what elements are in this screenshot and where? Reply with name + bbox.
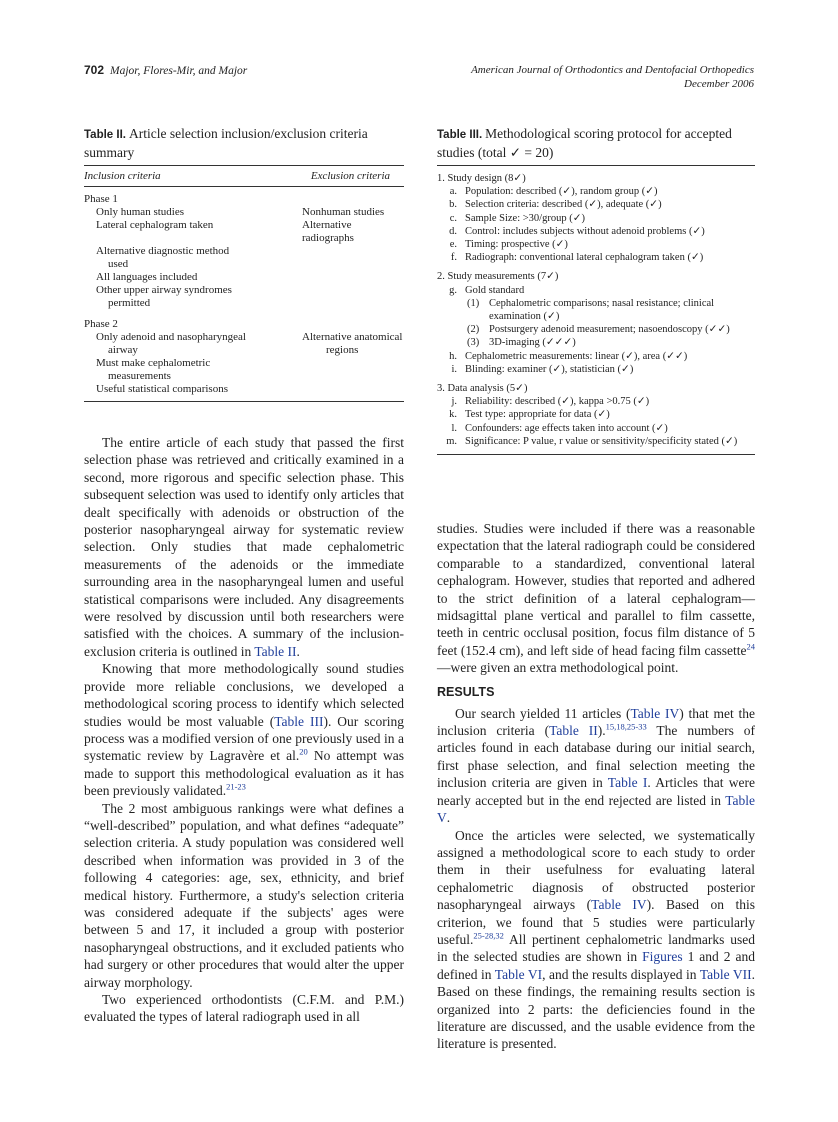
table2-row [84, 357, 404, 370]
table3-caption [437, 125, 755, 161]
table3-item-letter: k. [449, 409, 457, 421]
table3-item-text: Confounders: age effects taken into account (✓) [465, 422, 668, 434]
table3-item [437, 185, 755, 198]
table3-item-text: Cephalometric measurements: linear (✓), area (✓✓) [465, 350, 688, 362]
table3-item [437, 284, 755, 297]
results-heading: RESULTS [437, 684, 495, 699]
table2-row [84, 271, 404, 284]
table3-item-text: Postsurgery adenoid measurement; nasoendoscopy (✓✓) [489, 324, 730, 336]
table3-item-letter: j. [451, 396, 457, 408]
table3-item-letter: d. [449, 225, 457, 237]
table3-item [437, 336, 755, 349]
citation-link[interactable]: 20 [299, 746, 308, 757]
table3-item-letter: l. [451, 422, 457, 434]
table3 [437, 166, 755, 454]
table3-link[interactable]: Table III [274, 713, 324, 729]
table3-item-letter: c. [449, 212, 457, 224]
figures-link[interactable]: Figures [642, 949, 683, 965]
table2-cell-inclusion: All languages included [96, 271, 198, 283]
table3-item-text: Selection criteria: described (✓), adequate (✓) [465, 199, 662, 211]
page-number: 702 [84, 63, 105, 77]
table3-item [437, 363, 755, 376]
left-column [84, 125, 404, 402]
table2-cell-exclusion [314, 370, 404, 383]
table3-item-letter: (2) [467, 324, 480, 336]
table2-bottom-rule [84, 401, 404, 402]
table2-cell-inclusion: Must make cephalometric [96, 357, 211, 369]
body-paragraph: Once the articles were selected, we systematically assigned a methodological score to each study to order them in their usefulness for evaluating lateral cephalometric diagnosis of obstructed posterior nasopharyngeal airways (Table IV). Based on this criterion, we found that 5 studies were particularly useful.$^{25-28,32}$ All pertinent cephalometric landmarks used in the selected studies are shown in Figures 1 and 2 and defined in Table VI, and the results displayed in Table VII. Based on these findings, the remaining results section is organized into 2 parts: the deficiencies found in the literature are discussed, and the usable evidence from the literature is presented. [437, 827, 756, 1052]
table3-item [437, 297, 755, 323]
table3-item-text: Control: includes subjects without adenoid problems (✓) [465, 225, 705, 237]
table2-cell-exclusion: Alternative anatomical [302, 331, 403, 343]
table2-link[interactable]: Table II [549, 723, 598, 739]
table3-item [437, 395, 755, 408]
table2-cell-inclusion: airway [108, 344, 138, 356]
table2-cell-exclusion [302, 284, 404, 297]
table2-row [84, 331, 404, 344]
table2-row [84, 206, 404, 219]
table2-cell-exclusion [314, 258, 404, 271]
table3-item [437, 238, 755, 251]
table3-item [437, 422, 755, 435]
table2-col-exclusion: Exclusion criteria [310, 170, 390, 182]
table3-section [437, 172, 755, 264]
table3-item-text: Population: described (✓), random group (✓) [465, 186, 658, 198]
table3-item [437, 198, 755, 211]
table2-row [84, 297, 404, 310]
table3-item-text: Timing: prospective (✓) [465, 239, 568, 251]
table5-link[interactable]: Table V [437, 792, 755, 826]
table2-phase1-label: Phase 1 [84, 193, 118, 205]
citation-link[interactable]: 25-28,32 [473, 930, 504, 941]
table3-item-text: Test type: appropriate for data (✓) [465, 409, 610, 421]
table3-item [437, 225, 755, 238]
table3-item [437, 435, 755, 448]
table3-item-letter: m. [446, 435, 457, 447]
table1-link[interactable]: Table I [607, 775, 648, 791]
table2-caption [84, 125, 404, 161]
table3-item-letter: (1) [467, 297, 480, 309]
citation-link[interactable]: 21-23 [226, 781, 246, 792]
table3-section [437, 382, 755, 448]
table2-cell-inclusion: measurements [108, 370, 171, 382]
body-paragraph: The entire article of each study that passed the first selection phase was retrieved and critically examined in a second, more rigorous and specific selection phase. This subsequent selection was used to identify only articles that dealt specifically with adenoids or obstruction of the posterior nasopharyngeal airway for systematic review selection. Only studies that made cephalometric measurements of the adenoids or the immediate surrounding area in the nasopharyngeal lumen and useful statistical comparisons were included. Any disagreements were resolved by discussion until both researchers were satisfied with the choices. A summary of the inclusion-exclusion criteria is outlined in Table II. [84, 435, 404, 659]
table3-item-text: Cephalometric comparisons; nasal resistance; clinical examination (✓) [489, 297, 715, 323]
running-header-left [84, 63, 247, 77]
table2-row [84, 383, 404, 396]
right-body-text [437, 520, 755, 1053]
table3-item [437, 251, 755, 264]
table2-cell-inclusion: used [108, 258, 129, 270]
table2 [84, 166, 404, 402]
table3-item-text: Blinding: examiner (✓), statistician (✓) [465, 363, 634, 375]
table3-item-text: 3D-imaging (✓✓✓) [489, 337, 576, 349]
header-journal: American Journal of Orthodontics and Dentofacial Orthopedics [471, 64, 754, 76]
table4-link[interactable]: Table IV [630, 705, 680, 721]
table3-item-letter: h. [449, 350, 457, 362]
table3-item-letter: (3) [467, 337, 480, 349]
table2-cell-exclusion [302, 245, 404, 258]
table2-caption-text: Article selection inclusion/exclusion criteria summary [84, 126, 368, 160]
body-paragraph: studies. Studies were included if there was a reasonable expectation that the lateral radiograph could be considered comparable to a standardized, conventional lateral cephalogram. However, studies that reported and adhered to the strict definition of a lateral cephalogram—midsagittal plane vertical and parallel to film cassette, teeth in centric occlusal position, focus film distance of 5 feet (152.4 cm), and left side of head facing film cassette$^{24}$—were given an extra methodological point. [437, 521, 755, 676]
table2-cell-exclusion [302, 271, 404, 284]
table3-item-text: Sample Size: >30/group (✓) [465, 212, 585, 224]
table3-item [437, 350, 755, 363]
table3-item-letter: f. [450, 252, 457, 264]
running-header-right [471, 63, 754, 91]
body-paragraph: Two experienced orthodontists (C.F.M. and P.M.) evaluated the types of lateral radiograph used in all [84, 992, 404, 1025]
table2-col-inclusion: Inclusion criteria [84, 170, 161, 182]
body-paragraph: Our search yielded 11 articles (Table IV) that met the inclusion criteria (Table II).$^{15,18,25-33}$ The numbers of articles found in each database during our initial search, first phase selection, and final selection meeting the inclusion criteria are given in Table I. Articles that were nearly accepted but in the end rejected are listed in Table V. [437, 705, 756, 826]
table2-cell-inclusion: Only human studies [96, 206, 184, 218]
table3-item-letter: i. [451, 363, 457, 375]
table2-cell-exclusion: Alternative radiographs [302, 219, 354, 244]
table2-phase2-label: Phase 2 [84, 318, 118, 330]
table2-cell-exclusion [302, 357, 404, 370]
table2-row [84, 219, 404, 245]
table3-item-letter: e. [449, 239, 457, 251]
body-paragraph: Knowing that more methodologically sound studies provide more reliable conclusions, we developed a methodological scoring process to identify which selected studies would be most valuable (Table III). Our scoring process was a modified version of one previously used in a systematic review by Lagravère et al.$^{20}$ No attempt was made to support this methodological evaluation as it has been previously validated.$^{21-23}$ [84, 661, 405, 799]
citation-link[interactable]: 15,18,25-33 [605, 721, 647, 732]
table2-label: Table II. [84, 129, 126, 141]
table2-cell-inclusion: Only adenoid and nasopharyngeal [96, 331, 246, 343]
table6-link[interactable]: Table VI [494, 966, 543, 982]
table3-item-text: Gold standard [465, 284, 525, 296]
table7-link[interactable]: Table VII [699, 966, 752, 982]
table2-row [84, 258, 404, 271]
table2-cell-exclusion: Nonhuman studies [302, 206, 385, 218]
table2-link[interactable]: Table II [254, 643, 297, 659]
table3-section [437, 270, 755, 376]
table2-cell-inclusion: permitted [108, 297, 151, 309]
table2-cell-inclusion: Useful statistical comparisons [96, 383, 228, 395]
left-body-text [84, 434, 404, 1026]
table3-item [437, 323, 755, 336]
table3-bottom-rule [437, 454, 755, 455]
header-issue: December 2006 [684, 78, 754, 90]
right-column [437, 125, 755, 455]
table3-item-letter: g. [449, 284, 457, 296]
table2-cell-inclusion: Alternative diagnostic method [96, 245, 230, 257]
table2-row [84, 245, 404, 258]
table2-row [84, 370, 404, 383]
table4-link[interactable]: Table IV [591, 897, 647, 913]
table3-section-title: 3. Data analysis (5✓) [437, 383, 528, 395]
table3-section-title: 2. Study measurements (7✓) [437, 271, 559, 283]
table3-item-letter: a. [449, 186, 457, 198]
table3-section-title: 1. Study design (8✓) [437, 173, 526, 184]
header-authors: Major, Flores-Mir, and Major [110, 65, 248, 77]
table3-item-text: Reliability: described (✓), kappa >0.75 (✓) [465, 396, 650, 408]
table2-header [84, 166, 404, 186]
table3-label: Table III. [437, 129, 483, 141]
table2-row [84, 344, 404, 357]
table3-item-letter: b. [449, 199, 457, 211]
table3-item-text: Radiograph: conventional lateral cephalogram taken (✓) [465, 252, 704, 264]
table2-cell-exclusion [302, 383, 404, 396]
table3-item-text: Significance: P value, r value or sensitivity/specificity stated (✓) [465, 435, 738, 447]
table3-item [437, 212, 755, 225]
table2-cell-inclusion: Lateral cephalogram taken [96, 219, 214, 231]
body-paragraph: The 2 most ambiguous rankings were what defines a “well-described” population, and what defines “adequate” selection criteria. A study population was considered well described when information was provided in 3 of the following 4 categories: age, sex, ethnicity, and brief medical history. Furthermore, a study's selection criteria was considered adequate if the subjects' ages were between 5 and 17, it included a group with posterior nasopharyngeal obstructions, and it excluded patients who had surgery or other procedures that would alter the upper airway morphology. [84, 800, 404, 990]
table2-phase1-rows [84, 206, 404, 310]
citation-link[interactable]: 24 [746, 641, 755, 652]
table3-item [437, 408, 755, 421]
table2-row [84, 284, 404, 297]
table2-cell-exclusion: regions [326, 344, 359, 356]
table3-caption-text: Methodological scoring protocol for accepted studies (total ✓ = 20) [437, 126, 732, 160]
table2-phase2-rows [84, 331, 404, 396]
table2-cell-inclusion: Other upper airway syndromes [96, 284, 232, 296]
table2-cell-exclusion [314, 297, 404, 310]
